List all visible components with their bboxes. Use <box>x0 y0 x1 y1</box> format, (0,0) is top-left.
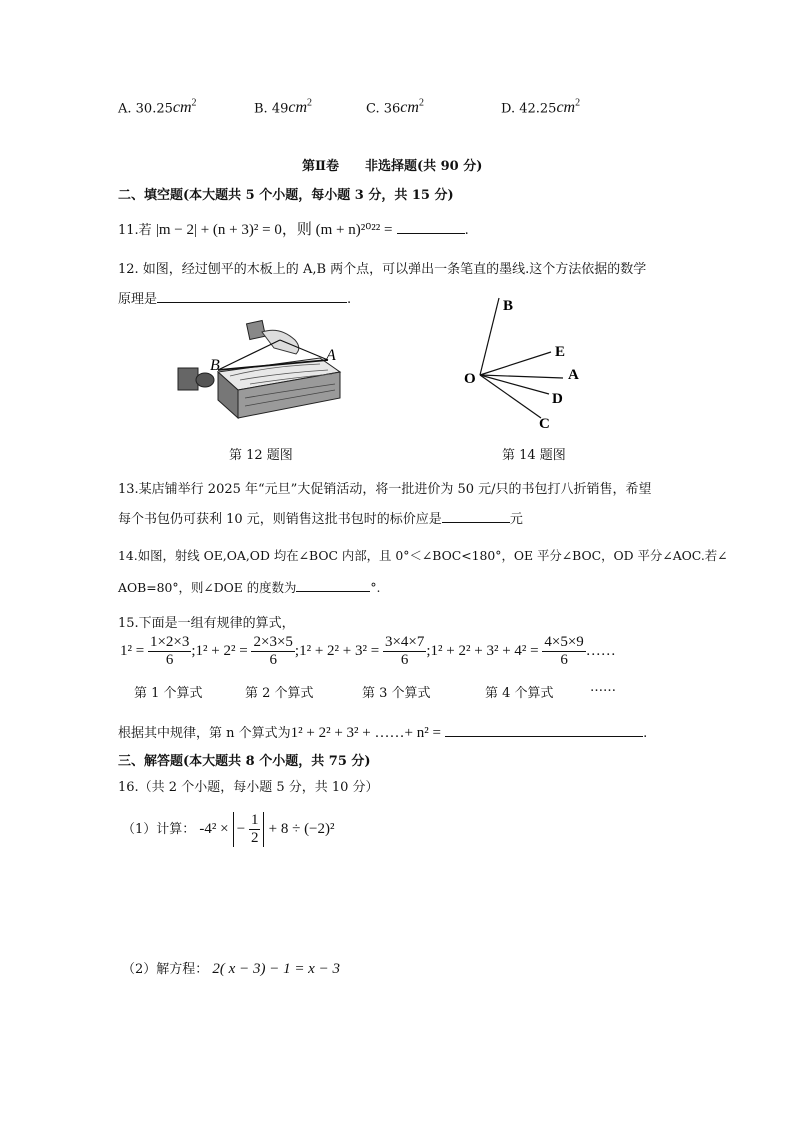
q14-end: °. <box>370 580 381 595</box>
q12-blank <box>157 290 347 303</box>
label-d: D <box>552 391 563 407</box>
option-a-unit: cm <box>172 99 192 117</box>
q15-f4-lhs: ;1² + 2² + 3² + 4² = <box>426 642 539 659</box>
q15-formulas <box>120 634 616 669</box>
q15-f2-frac <box>251 634 294 669</box>
label-b: B <box>503 298 514 314</box>
q14-line2 <box>118 578 381 596</box>
q12-end: . <box>347 292 352 307</box>
q11-expr: |m − 2| + (n + 3)² = 0，则 (m + n)²⁰²² = <box>155 222 393 238</box>
q15-f3-lhs: ;1² + 2² + 3² = <box>294 642 380 659</box>
q15-f3-frac <box>383 634 426 669</box>
ray-oc <box>480 375 541 418</box>
q14-prefix: AOB=80°，则∠DOE 的度数为 <box>118 580 297 595</box>
q15-tail: …… <box>585 642 616 659</box>
q11-num: 11.若 <box>118 223 152 238</box>
ray-ob <box>480 298 499 375</box>
section3-heading: 三、解答题(本大题共 8 个小题，共 75 分) <box>118 754 371 769</box>
fig14-rays-diagram <box>455 290 595 435</box>
section2-heading: 二、填空题(本大题共 5 个小题，每小题 3 分，共 15 分) <box>118 188 454 203</box>
fig14-caption: 第 14 题图 <box>502 448 566 463</box>
q15-cap4: 第 4 个算式 <box>485 686 554 701</box>
q15-cap5: …… <box>590 680 616 695</box>
q11 <box>118 218 469 239</box>
q16-p2-label: （2）解方程： <box>122 962 209 977</box>
option-b-unit: cm <box>288 99 308 117</box>
q15-rule-expr: 1² + 2² + 3² + ……+ n² = <box>290 725 441 741</box>
q16-p1-abs <box>233 812 265 847</box>
q16-p1-frac <box>249 812 261 847</box>
q16-p1-den: 2 <box>250 830 259 846</box>
option-a-exp: 2 <box>191 98 197 109</box>
q15-f3-num: 3×4×7 <box>384 634 425 650</box>
q15-f2-lhs: ;1² + 2² = <box>191 642 248 659</box>
q15-f3-den: 6 <box>400 652 409 668</box>
q13-blank <box>442 510 510 523</box>
q13-line1: 13.某店铺举行 2025 年“元旦”大促销活动，将一批进价为 50 元/只的书包打八折销售，希望 <box>118 482 652 497</box>
q15-f4-den: 6 <box>560 652 568 668</box>
label-o: O <box>464 371 476 387</box>
q15-end: . <box>643 726 648 741</box>
q15-f1-num: 1×2×3 <box>149 634 190 650</box>
q16-part2 <box>122 958 340 978</box>
option-c <box>366 98 424 117</box>
option-b <box>254 98 312 117</box>
q16-p1-abs-sign: − <box>236 820 246 837</box>
fig12-caption: 第 12 题图 <box>229 448 293 463</box>
q15-cap3: 第 3 个算式 <box>362 686 431 701</box>
ray-oa <box>480 375 563 378</box>
label-e: E <box>555 344 566 360</box>
q12-line1: 12. 如图，经过刨平的木板上的 A,B 两个点，可以弹出一条笔直的墨线.这个方法依据的数学 <box>118 262 647 277</box>
q16-p2-expr: 2( x − 3) − 1 = x − 3 <box>212 961 340 977</box>
option-b-text: B. 49 <box>254 101 289 117</box>
q15-cap1: 第 1 个算式 <box>134 686 203 701</box>
q16-intro: 16.（共 2 个小题，每小题 5 分，共 10 分） <box>118 780 379 795</box>
q15-rule-text: 根据其中规律，第 n 个算式为 <box>118 726 291 741</box>
q11-end: . <box>464 223 469 238</box>
option-b-exp: 2 <box>307 98 313 109</box>
option-c-text: C. 36 <box>366 101 401 117</box>
q15-f1-den: 6 <box>165 652 174 668</box>
option-a <box>118 98 197 117</box>
fig12-label-a: A <box>326 347 336 364</box>
q15-f1-lhs: 1² = <box>120 642 145 659</box>
q13-line2 <box>118 508 523 527</box>
q14-line1: 14.如图，射线 OE,OA,OD 均在∠BOC 内部，且 0°＜∠BOC<180°，OE 平分∠BOC，OD 平分∠AOC.若∠ <box>118 548 728 563</box>
q15-f1-frac <box>148 634 191 669</box>
q13-unit: 元 <box>509 512 523 527</box>
q15-blank <box>445 724 643 737</box>
option-a-text: A. 30.25 <box>118 101 173 117</box>
q16-p1-num: 1 <box>250 812 259 828</box>
option-d <box>501 98 580 117</box>
section2-title: 第Ⅱ卷 非选择题(共 90 分) <box>302 159 483 174</box>
q16-p1-b: + 8 ÷ (−2)² <box>268 821 335 837</box>
q14-blank <box>296 579 370 592</box>
q15-rule <box>118 722 647 742</box>
q15-f2-den: 6 <box>269 652 277 668</box>
q15-cap2: 第 2 个算式 <box>245 686 314 701</box>
q11-blank <box>397 221 465 234</box>
ray-od <box>480 375 549 394</box>
q15-f2-num: 2×3×5 <box>253 634 293 650</box>
q15-intro: 15.下面是一组有规律的算式， <box>118 616 295 631</box>
fig12-label-b: B <box>210 357 220 374</box>
option-d-unit: cm <box>556 99 576 117</box>
ray-oe <box>480 352 551 375</box>
option-d-exp: 2 <box>575 98 581 109</box>
fig12-board-illustration <box>170 318 355 423</box>
q12-prefix: 原理是 <box>118 292 158 307</box>
q16-p1-a: -4² × <box>199 821 229 837</box>
option-c-exp: 2 <box>418 98 424 109</box>
q15-f4-num: 4×5×9 <box>544 634 584 650</box>
label-c: C <box>539 416 550 432</box>
option-d-text: D. 42.25 <box>501 101 557 117</box>
label-a: A <box>568 367 579 383</box>
q16-p1-label: （1）计算： <box>122 822 196 837</box>
option-c-unit: cm <box>400 99 419 117</box>
q16-part1 <box>122 812 335 847</box>
q12-line2 <box>118 288 351 307</box>
q13-prefix: 每个书包仍可获利 10 元，则销售这批书包时的标价应是 <box>118 512 442 527</box>
q15-f4-frac <box>542 634 585 669</box>
